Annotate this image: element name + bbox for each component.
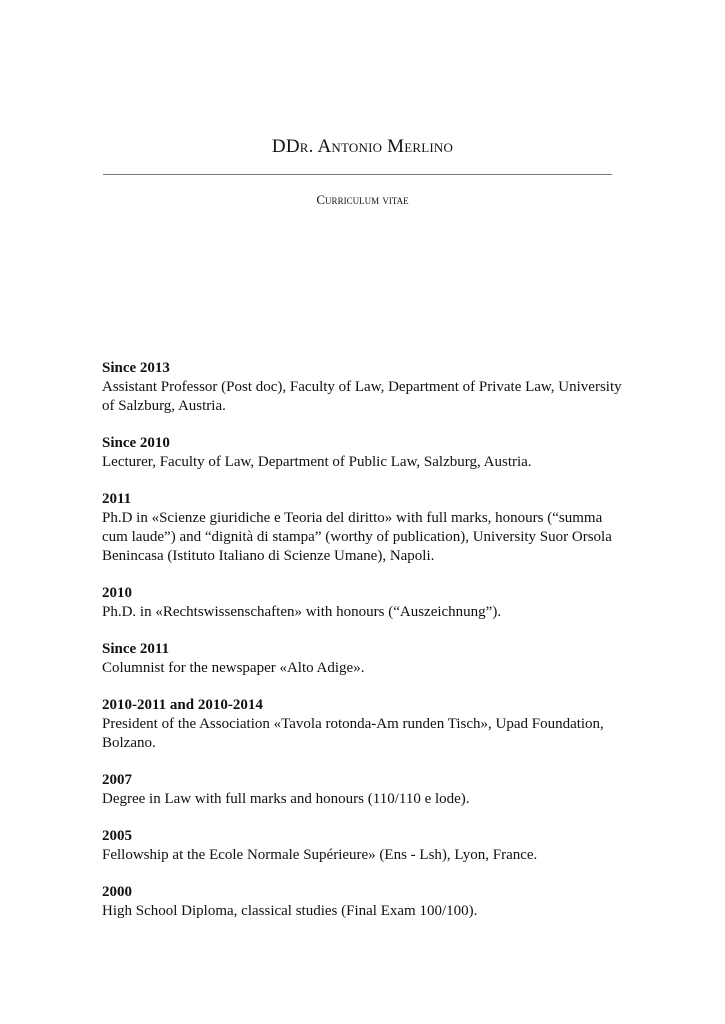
entry-year: 2010 xyxy=(102,585,132,601)
entry-year: 2010-2011 and 2010-2014 xyxy=(102,697,263,713)
entry-description: Ph.D in «Scienze giuridiche e Teoria del diritto» with full marks, honours (“summa cum laude”) and “dignità di stampa” (worthy of publication), University Suor Orsola Benincasa (Istituto Italiano di Scienze Umane), Napoli. xyxy=(102,510,612,564)
entry-description: President of the Association «Tavola rotonda-Am runden Tisch», Upad Foundation, Bolzano. xyxy=(102,716,604,751)
cv-entry xyxy=(102,640,622,678)
entry-year: Since 2011 xyxy=(102,641,170,657)
cv-entry xyxy=(102,883,622,921)
page-title: DDr. Antonio Merlino xyxy=(271,136,454,157)
entry-year: 2011 xyxy=(102,491,132,507)
cv-entry xyxy=(102,490,622,566)
cv-entry xyxy=(102,827,622,865)
entry-description: High School Diploma, classical studies (Final Exam 100/100). xyxy=(102,903,478,919)
cv-entry xyxy=(102,696,622,753)
cv-entry xyxy=(102,359,622,416)
entry-description: Assistant Professor (Post doc), Faculty of Law, Department of Private Law, University of Salzburg, Austria. xyxy=(102,379,622,414)
page-subtitle: Curriculum vitae xyxy=(316,192,409,207)
entry-description: Columnist for the newspaper «Alto Adige». xyxy=(102,660,365,676)
entry-year: 2007 xyxy=(102,772,132,788)
cv-entries xyxy=(102,359,622,939)
entry-year: 2000 xyxy=(102,884,132,900)
title-divider xyxy=(103,174,612,175)
entry-description: Ph.D. in «Rechtswissenschaften» with honours (“Auszeichnung”). xyxy=(102,604,502,620)
entry-year: 2005 xyxy=(102,828,132,844)
cv-entry xyxy=(102,584,622,622)
entry-year: Since 2010 xyxy=(102,435,170,451)
entry-description: Degree in Law with full marks and honours (110/110 e lode). xyxy=(102,791,470,807)
entry-description: Lecturer, Faculty of Law, Department of Public Law, Salzburg, Austria. xyxy=(102,454,532,470)
cv-entry xyxy=(102,771,622,809)
cv-entry xyxy=(102,434,622,472)
entry-year: Since 2013 xyxy=(102,360,170,376)
entry-description: Fellowship at the Ecole Normale Supérieure» (Ens - Lsh), Lyon, France. xyxy=(102,847,538,863)
